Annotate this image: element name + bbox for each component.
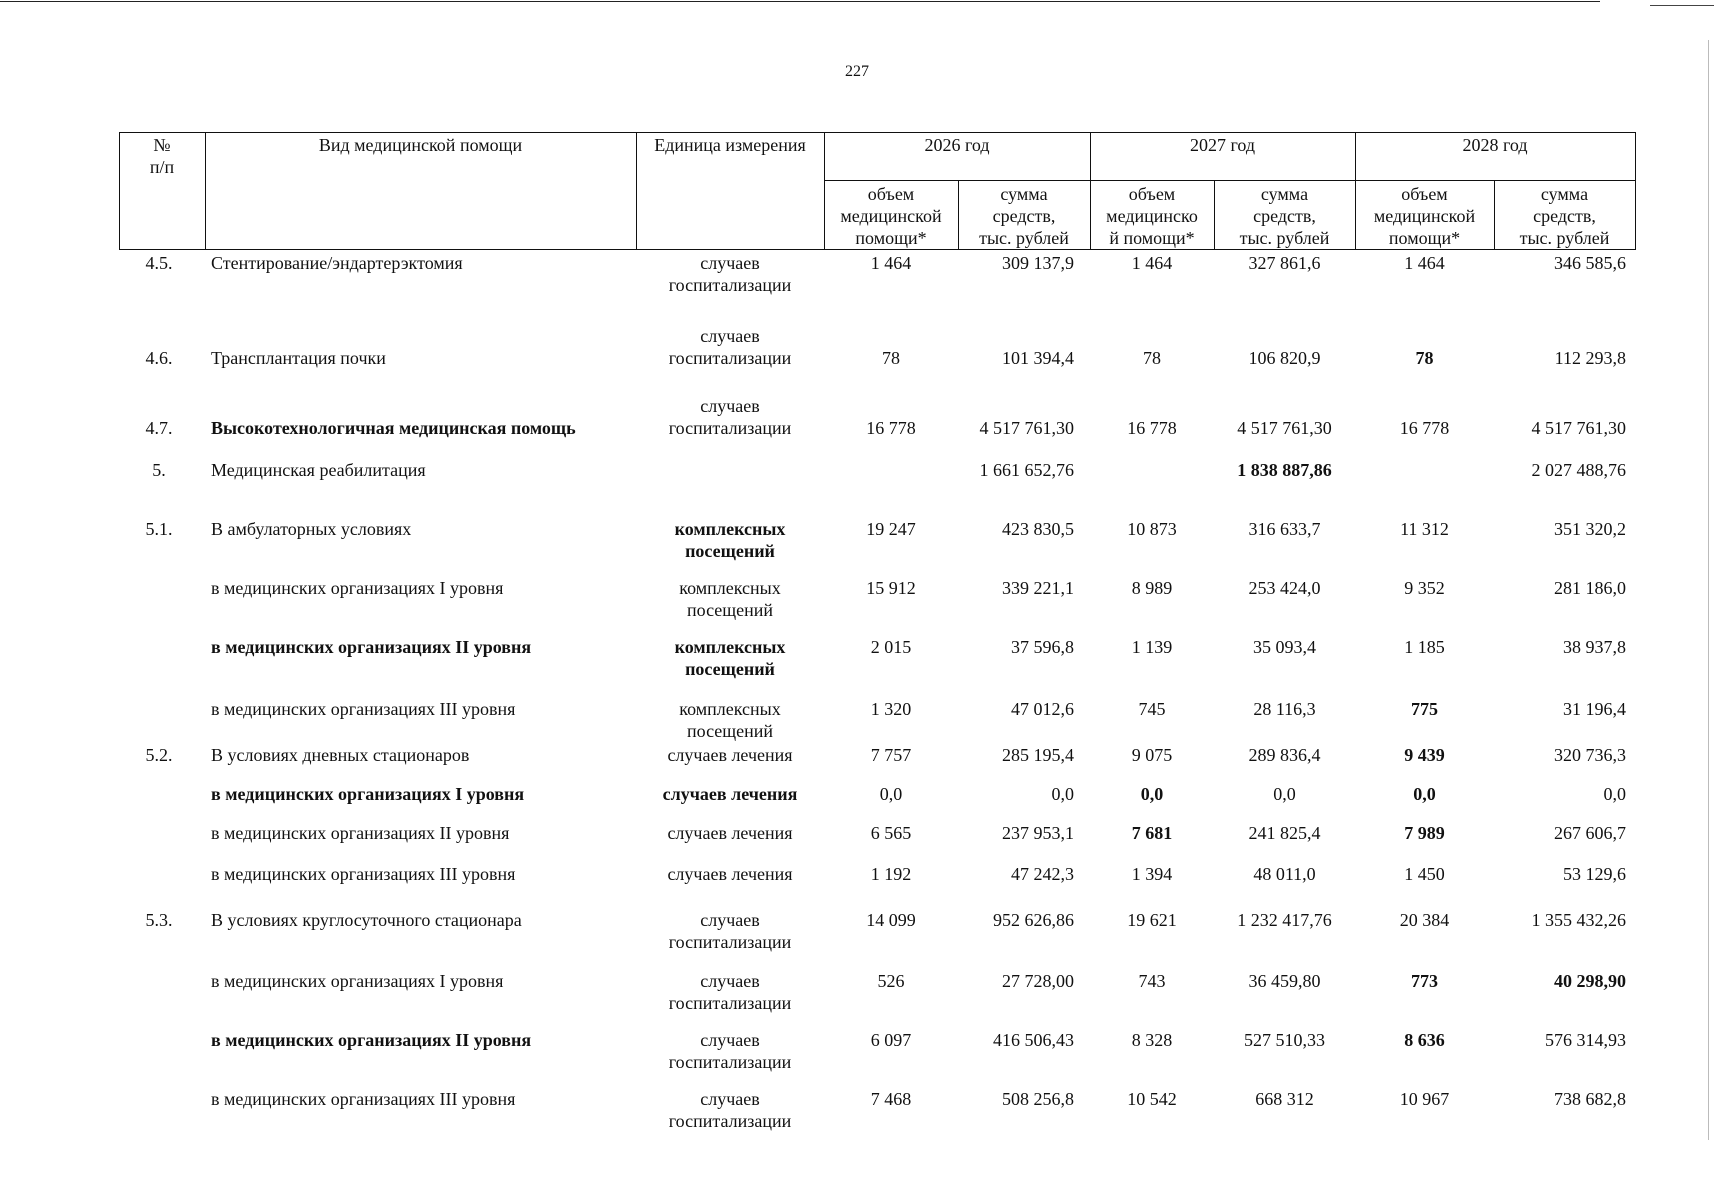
cell-s2028: 346 585,6 [1554, 253, 1626, 273]
cell-v2027: 7 681 [1131, 823, 1173, 843]
cell-unit [636, 577, 824, 621]
cell-v2028: 10 967 [1399, 1089, 1450, 1109]
cell-v2027: 745 [1138, 699, 1166, 719]
cell-s2026: 47 242,3 [1011, 864, 1074, 884]
cell-name: в медицинских организациях I уровня [211, 971, 504, 991]
cell-s2026: 237 953,1 [1002, 823, 1074, 843]
cell-unit-line: посещений [685, 659, 775, 679]
cell-v2028: 78 [1415, 348, 1434, 368]
cell-unit [636, 822, 824, 844]
cell-name: в медицинских организациях I уровня [211, 578, 504, 598]
cell-num: 5.3. [145, 910, 173, 930]
cell-unit [636, 783, 824, 805]
cell-unit-line: случаев лечения [662, 784, 798, 804]
cell-v2027: 0,0 [1140, 784, 1164, 804]
header-year-divider [824, 180, 1636, 181]
header-year-2027: 2027 год [1189, 135, 1256, 155]
cell-unit-line: посещений [686, 721, 774, 741]
cell-s2026: 508 256,8 [1002, 1089, 1074, 1109]
cell-name: в медицинских организациях II уровня [211, 1030, 532, 1050]
cell-s2026: 309 137,9 [1002, 253, 1074, 273]
cell-s2027: 253 424,0 [1248, 578, 1321, 598]
cell-v2026: 526 [877, 971, 905, 991]
cell-unit-line: случаев лечения [667, 823, 793, 843]
cell-v2027: 10 542 [1127, 1089, 1177, 1109]
cell-s2026: 4 517 761,30 [979, 418, 1074, 438]
cell-s2028: 738 682,8 [1554, 1089, 1626, 1109]
cell-v2026: 15 912 [866, 578, 916, 598]
cell-s2028: 31 196,4 [1563, 699, 1626, 719]
cell-unit-line: случаев лечения [667, 745, 793, 765]
header-bottom-border [119, 249, 1636, 250]
cell-unit [636, 636, 824, 680]
cell-v2028: 0,0 [1413, 784, 1436, 804]
cell-unit-line: случаев [700, 1089, 760, 1109]
cell-v2028: 773 [1411, 971, 1438, 991]
cell-s2027: 241 825,4 [1248, 823, 1321, 843]
cell-s2026: 0,0 [1051, 784, 1074, 804]
cell-v2026: 1 464 [870, 253, 912, 273]
cell-name: Стентирование/эндартерэктомия [211, 253, 463, 273]
cell-v2027: 743 [1138, 971, 1166, 991]
cell-v2028: 9 352 [1404, 578, 1445, 598]
cell-name: Трансплантация почки [211, 348, 386, 368]
scan-top-border-fragment [1650, 5, 1714, 6]
cell-unit-line: посещений [685, 541, 775, 561]
cell-v2027: 1 139 [1131, 637, 1173, 657]
cell-v2027: 19 621 [1127, 910, 1177, 930]
cell-v2028: 775 [1411, 699, 1438, 719]
cell-s2027: 527 510,33 [1244, 1030, 1325, 1050]
cell-unit-line: комплексных [674, 519, 786, 539]
cell-unit [636, 518, 824, 562]
cell-v2028: 16 778 [1399, 418, 1450, 438]
header-year-2028: 2028 год [1462, 135, 1528, 155]
table-right-border [1635, 132, 1636, 249]
cell-v2028: 20 384 [1399, 910, 1450, 930]
cell-unit-line: случаев [700, 910, 760, 930]
cell-s2027: 4 517 761,30 [1237, 418, 1332, 438]
cell-unit [636, 252, 824, 296]
cell-v2028: 8 636 [1404, 1030, 1445, 1050]
cell-v2026: 2 015 [870, 637, 912, 657]
cell-num: 5.1. [145, 519, 173, 539]
cell-s2028: 4 517 761,30 [1531, 418, 1626, 438]
cell-name: в медицинских организациях III уровня [211, 1089, 516, 1109]
header-volume-2026: объем медицинской помощи* [840, 184, 942, 248]
header-sum-2028: сумма средств, тыс. рублей [1519, 184, 1610, 248]
cell-unit-line: случаев [700, 326, 760, 346]
scan-right-edge [1708, 40, 1709, 1140]
cell-v2026: 7 757 [870, 745, 912, 765]
cell-v2026: 7 468 [870, 1089, 912, 1109]
cell-unit-line: комплексных [679, 578, 781, 598]
header-volume-2027: объем медицинско й помощи* [1106, 184, 1198, 248]
cell-v2027: 8 989 [1131, 578, 1173, 598]
cell-s2027: 0,0 [1273, 784, 1296, 804]
cell-unit-line: госпитализации [668, 1052, 792, 1072]
page-number: 227 [845, 63, 869, 80]
cell-v2027: 10 873 [1127, 519, 1177, 539]
cell-unit [636, 325, 824, 369]
cell-s2028: 267 606,7 [1554, 823, 1626, 843]
header-unit: Единица измерения [654, 135, 806, 155]
cell-num: 4.6. [145, 348, 173, 368]
cell-v2028: 7 989 [1404, 823, 1445, 843]
cell-s2028: 576 314,93 [1545, 1030, 1626, 1050]
cell-s2028: 1 355 432,26 [1531, 910, 1626, 930]
cell-num: 4.5. [145, 253, 173, 273]
cell-s2027: 35 093,4 [1253, 637, 1316, 657]
cell-s2028: 2 027 488,76 [1531, 460, 1626, 480]
scan-top-border [0, 1, 1600, 2]
cell-s2027: 1 232 417,76 [1237, 910, 1332, 930]
cell-s2027: 327 861,6 [1248, 253, 1321, 273]
cell-s2028: 281 186,0 [1554, 578, 1626, 598]
cell-v2026: 19 247 [866, 519, 916, 539]
cell-s2026: 27 728,00 [1002, 971, 1074, 991]
cell-v2027: 9 075 [1131, 745, 1173, 765]
cell-s2026: 416 506,43 [993, 1030, 1074, 1050]
cell-s2026: 101 394,4 [1002, 348, 1074, 368]
cell-s2026: 952 626,86 [993, 910, 1074, 930]
cell-unit [636, 1088, 824, 1132]
cell-v2026: 6 565 [870, 823, 912, 843]
cell-name: Медицинская реабилитация [211, 460, 426, 480]
cell-s2028: 112 293,8 [1554, 348, 1626, 368]
cell-unit [636, 744, 824, 766]
cell-v2026: 0,0 [879, 784, 903, 804]
cell-s2027: 28 116,3 [1253, 699, 1316, 719]
cell-unit-line: случаев [700, 1030, 760, 1050]
cell-v2026: 16 778 [866, 418, 916, 438]
cell-s2027: 289 836,4 [1248, 745, 1321, 765]
cell-s2028: 38 937,8 [1563, 637, 1626, 657]
cell-s2027: 48 011,0 [1253, 864, 1316, 884]
cell-unit [636, 698, 824, 742]
cell-unit-line: госпитализации [668, 1111, 792, 1131]
cell-v2028: 9 439 [1404, 745, 1445, 765]
cell-v2026: 1 192 [870, 864, 912, 884]
cell-s2028: 53 129,6 [1563, 864, 1626, 884]
cell-unit-line: случаев [700, 971, 760, 991]
cell-name: в медицинских организациях III уровня [211, 864, 516, 884]
cell-unit-line: госпитализации [668, 348, 792, 368]
cell-s2028: 320 736,3 [1554, 745, 1626, 765]
cell-v2026: 78 [882, 348, 900, 368]
cell-unit-line: комплексных [674, 637, 786, 657]
cell-unit-line: госпитализации [668, 275, 792, 295]
cell-name: в медицинских организациях II уровня [211, 637, 532, 657]
cell-s2028: 40 298,90 [1554, 971, 1626, 991]
cell-s2027: 316 633,7 [1248, 519, 1321, 539]
cell-unit-line: госпитализации [668, 932, 792, 952]
cell-unit-line: случаев [700, 253, 760, 273]
cell-v2028: 1 185 [1404, 637, 1445, 657]
cell-v2027: 16 778 [1127, 418, 1177, 438]
cell-s2026: 1 661 652,76 [979, 460, 1074, 480]
cell-s2028: 0,0 [1603, 784, 1626, 804]
cell-name: в медицинских организациях I уровня [211, 784, 525, 804]
table-top-border [119, 132, 1636, 133]
cell-name: В условиях дневных стационаров [211, 745, 470, 765]
cell-num: 4.7. [145, 418, 173, 438]
cell-unit-line: госпитализации [668, 418, 792, 438]
cell-unit-line: госпитализации [668, 993, 792, 1013]
cell-unit-line: комплексных [679, 699, 781, 719]
cell-unit-line: случаев лечения [667, 864, 793, 884]
cell-v2027: 8 328 [1131, 1030, 1173, 1050]
cell-v2028: 1 464 [1404, 253, 1445, 273]
cell-s2027: 106 820,9 [1248, 348, 1321, 368]
cell-name: в медицинских организациях III уровня [211, 699, 516, 719]
header-kind: Вид медицинской помощи [318, 135, 523, 155]
cell-s2027: 36 459,80 [1248, 971, 1321, 991]
cell-s2026: 285 195,4 [1002, 745, 1074, 765]
cell-unit [636, 1029, 824, 1073]
cell-unit-line: посещений [686, 600, 774, 620]
cell-s2027: 668 312 [1255, 1089, 1314, 1109]
cell-v2028: 1 450 [1404, 864, 1445, 884]
cell-unit [636, 970, 824, 1014]
header-year-2026: 2026 год [924, 135, 990, 155]
cell-v2026: 6 097 [870, 1030, 912, 1050]
header-volume-2028: объем медицинской помощи* [1373, 184, 1476, 248]
cell-v2026: 1 320 [870, 699, 912, 719]
header-num: № п/п [149, 135, 175, 177]
cell-name: Высокотехнологичная медицинская помощь [211, 418, 576, 438]
cell-v2026: 14 099 [866, 910, 916, 930]
cell-s2026: 339 221,1 [1002, 578, 1074, 598]
cell-s2026: 37 596,8 [1011, 637, 1074, 657]
cell-s2026: 47 012,6 [1011, 699, 1074, 719]
cell-unit [636, 863, 824, 885]
cell-name: В амбулаторных условиях [211, 519, 412, 539]
cell-s2026: 423 830,5 [1002, 519, 1074, 539]
cell-v2028: 11 312 [1400, 519, 1449, 539]
cell-s2028: 351 320,2 [1554, 519, 1626, 539]
cell-num: 5.2. [145, 745, 173, 765]
cell-num: 5. [152, 460, 166, 480]
cell-v2027: 1 464 [1131, 253, 1173, 273]
cell-unit [636, 395, 824, 439]
cell-unit-line: случаев [700, 396, 760, 416]
header-sum-2027: сумма средств, тыс. рублей [1239, 184, 1330, 248]
cell-v2027: 78 [1143, 348, 1161, 368]
cell-name: в медицинских организациях II уровня [211, 823, 510, 843]
header-sum-2026: сумма средств, тыс. рублей [979, 184, 1069, 248]
cell-v2027: 1 394 [1131, 864, 1173, 884]
cell-s2027: 1 838 887,86 [1237, 460, 1332, 480]
cell-unit [636, 909, 824, 953]
cell-name: В условиях круглосуточного стационара [211, 910, 522, 930]
